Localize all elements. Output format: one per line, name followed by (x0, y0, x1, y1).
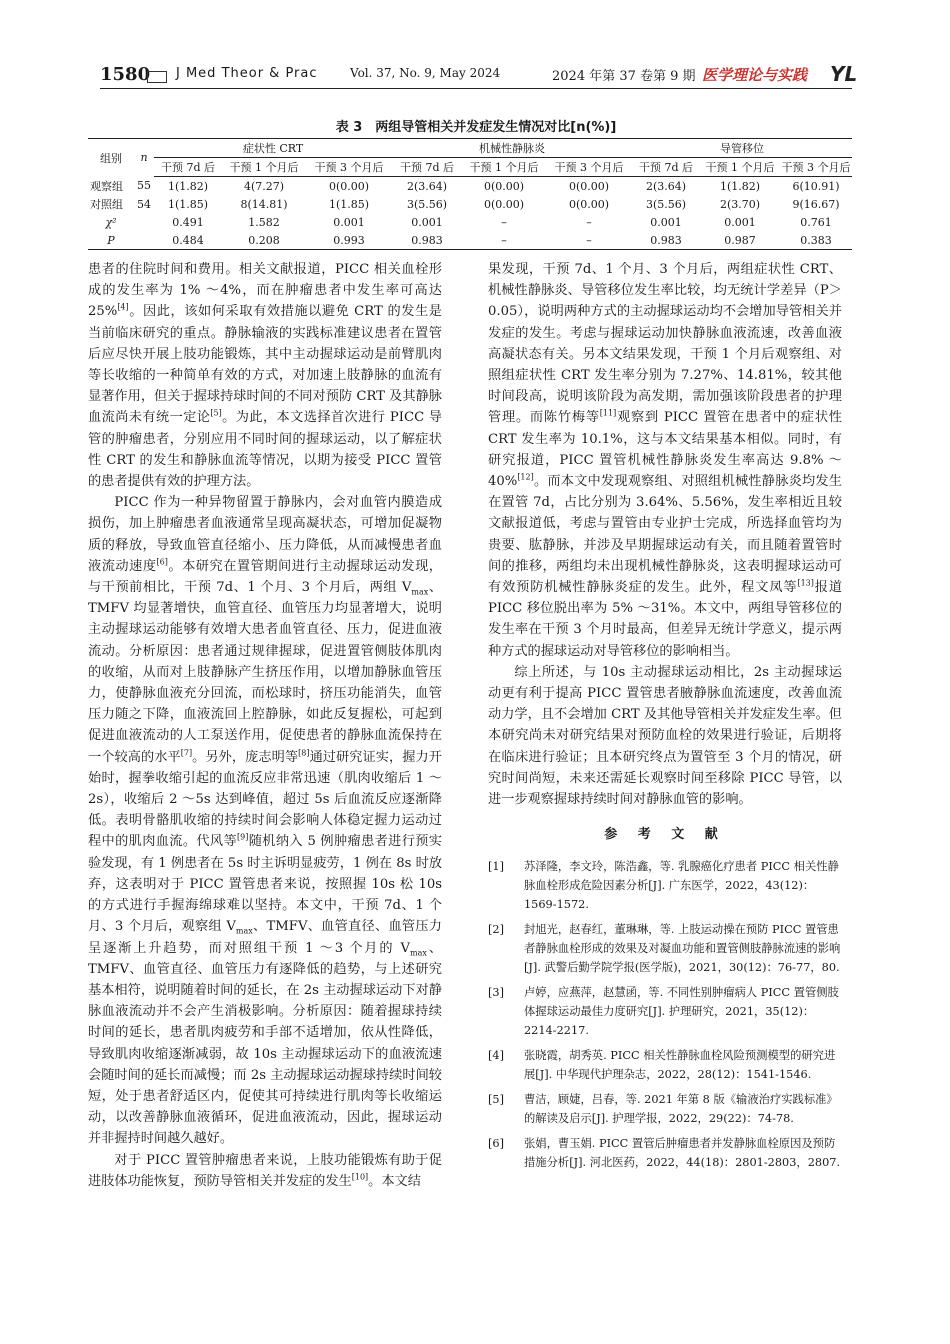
table-cell: 0(0.00) (568, 197, 610, 211)
reference-number: [3] (488, 986, 505, 1000)
table-cell: 1(1.85) (167, 197, 209, 211)
table-cell: – (586, 215, 592, 229)
group-header: 导管移位 (632, 139, 852, 158)
group-header: 机械性静脉炎 (392, 139, 632, 158)
text-run: 通过研究证实，握力开始时，握拳收缩引起的血流反应非常迅速（肌肉收缩后 1 ～2s），收缩后 2 ～5s 达到峰值，超过 5s 后血流反应逐渐降低。表明骨骼肌收缩的持续时间会影响人体稳定握力运动过程中的肌肉血流。代风等 (88, 749, 442, 850)
text-run: 患者的住院时间和费用。相关文献报道，PICC 相关血栓形成的发生率为 1% ～4%，而在肿瘤患者中发生率可高达 25% (88, 262, 442, 320)
table-cell: 0(0.00) (483, 179, 525, 193)
group-col-header: 组别 (88, 139, 134, 177)
reference-number: [5] (488, 1093, 505, 1107)
right-column (488, 259, 842, 1178)
table-group-header (88, 139, 852, 158)
table-cell: 0.983 (392, 231, 462, 250)
citation: [7] (180, 748, 193, 758)
table-cell: 0.484 (154, 231, 222, 250)
table-cell: 1.582 (248, 215, 280, 229)
table-cell: 0.001 (411, 215, 443, 229)
reference-item (488, 857, 842, 914)
text-run: 。因此，该如何采取有效措施以避免 CRT 的发生是当前临床研究的重点。静脉输液的实践标准建议患者在置管后应尽快开展上肢功能锻炼，其中主动握球运动是前臂肌肉等长收缩的一种简单有效的方式，对加速上肢静脉的血流有显著作用，但关于握球持球时间的不同对预防 CRT 及其静脉血流尚未有统一定论 (88, 304, 442, 426)
table-cell: 1(1.85) (328, 197, 370, 211)
table-cell: 8(14.81) (240, 197, 288, 211)
period-header: 干预 7d 后 (392, 158, 462, 177)
row-label: 对照组 (90, 198, 123, 211)
table-cell: 0.761 (800, 215, 832, 229)
text-run: 。本研究在置管期间进行主动握球运动发现，与干预前相比，干预 7d、1 个月、3 个月后，两组 V (88, 558, 442, 596)
period-header: 干预 3 个月后 (306, 158, 392, 177)
table-cell: 0.208 (222, 231, 306, 250)
paragraph (88, 1150, 442, 1192)
paragraph: 综上所述，与 10s 主动握球运动相比，2s 主动握球运动更有利于提高 PICC 置管患者腋静脉血流速度，改善血流动力学，且不会增加 CRT 及其他导管相关并发症发生率。但本研究尚未对研究结果对预防血栓的效果进行验证，后期将在临床进行验证；且本研究终点为置管至 3 个月的情况，研究时间尚短，未来还需延长观察时间至移除 PICC 导管，以进一步观察握球持续时间对静脉血管的影响。 (488, 664, 842, 808)
table-row (88, 195, 852, 213)
table-cell: 0.001 (333, 215, 365, 229)
citation: [10] (351, 1172, 369, 1182)
text-run: 果发现，干预 7d、1 个月、3 个月后，两组症状性 CRT、机械性静脉炎、导管移位发生率比较，均无统计学差异（P＞0.05），说明两种方式的主动握球运动均不会增加导管相关并发症的发生。考虑与握球运动加快静脉血液流速，改善血液高凝状态有关。另本文结果发现，干预 1 个月后观察组、对照组症状性 CRT 发生率分别为 7.27%、14.81%，较其他时间段高，说明该阶段为高发期，需加强该阶段患者的护理管理。而陈竹梅等 (488, 262, 842, 426)
table-cell: 0.983 (632, 231, 700, 250)
row-n (134, 213, 154, 231)
row-n: 55 (137, 179, 151, 193)
left-column (88, 259, 442, 1192)
reference-number: [1] (488, 860, 505, 874)
table-cell: 0.001 (724, 215, 756, 229)
text-run: 、TMFV 均显著增快，血管直径、血管压力均显著增大，说明主动握球运动能够有效增大患者血管直径、压力，促进血液流动。分析原因：患者通过规律握球，促进置管侧肢体肌肉的收缩，从而对上肢静脉产生挤压作用，以增加静脉血管压力，使静脉血液充分回流，而松球时，挤压功能消失，血管压力随之下降，血液流回上腔静脉，如此反复握松，可起到促进血液流动的人工泵送作用，促使患者的静脉血流保持在一个较高的水平 (88, 580, 443, 765)
table-cell: – (462, 231, 546, 250)
journal-abbrev: J Med Theor & Prac (176, 66, 318, 81)
table-cell: 0(0.00) (483, 197, 525, 211)
citation: [9] (237, 833, 249, 843)
n-col-header: n (134, 139, 154, 177)
references-heading: 参 考 文 献 (604, 827, 726, 843)
text-run: PICC 作为一种异物留置于静脉内，会对血管内膜造成损伤，加上肿瘤患者血液通常呈现高凝状态，可增加促凝物质的释放，导致血管直径缩小、压力降低，从而减慢患者血液流动速度 (88, 495, 442, 574)
paragraph (488, 259, 842, 662)
table-cell: 2(3.64) (645, 179, 687, 193)
table-cell: 0.383 (780, 231, 852, 250)
journal-brand: 医学理论与实践 (702, 66, 808, 84)
table-cell: 4(7.27) (243, 179, 285, 193)
row-n: 54 (137, 197, 151, 211)
text-run: 。为此，本文选择首次进行 PICC 导管的肿瘤患者，分别应用不同时间的握球运动，以了解症状性 CRT 的发生和静脉血流等情况，以期为接受 PICC 置管的患者提供有效的护理方法。 (88, 410, 442, 490)
period-header: 干预 1 个月后 (462, 158, 546, 177)
subscript: max (410, 948, 427, 958)
text-run: 。另外，庞志明等 (192, 749, 299, 765)
reference-number: [2] (488, 923, 505, 937)
citation: [12] (517, 472, 534, 482)
citation: [6] (156, 557, 168, 567)
period-header: 干预 7d 后 (154, 158, 222, 177)
reference-item (488, 920, 842, 977)
row-label: 观察组 (90, 179, 123, 193)
group-header: 症状性 CRT (154, 139, 392, 158)
text-run: 、TMFV、血管直径、血管压力有逐降低的趋势，与上述研究基本相符，说明随着时间的延长，在 2s 主动握球运动下对静脉血液流动并不会产生消极影响。分析原因：随着握球持续时间的延长，患者肌肉疲劳和手部不适增加，依从性降低，导致肌肉收缩逐渐减弱，故 10s 主动握球运动下的血液流速会随时间的延长而减慢；而 2s 主动握球运动握球持续时间较短，处于患者舒适区内，促使其可持续进行肌肉等长收缩运动，以改善静脉血液循环，促进血液流动，因此，握球运动并非握持时间越久越好。 (88, 940, 442, 1147)
reference-number: [6] (488, 1137, 505, 1151)
citation: [8] (298, 748, 310, 758)
table-row (88, 213, 852, 231)
running-header (100, 62, 858, 86)
journal-logo-icon: YL (830, 62, 858, 86)
paragraph (88, 492, 442, 1149)
table-cell: 0.993 (306, 231, 392, 250)
issue-info-cn: 2024 年第 37 卷第 9 期 (552, 69, 696, 84)
reference-text: 苏泽隆，李文玲，陈浩鑫，等. 乳腺癌化疗患者 PICC 相关性静脉血栓形成危险因素分析[J]. 广东医学，2022，43(12)：1569-1572. (524, 860, 839, 912)
text-run: 。本文结 (368, 1173, 421, 1189)
reference-text: 卢婷，应燕萍，赵慧函，等. 不同性别肿瘤病人 PICC 置管侧肢体握球运动最佳力度研究[J]. 护理研究，2021，35(12)：2214-2217. (524, 986, 839, 1038)
table-cell: 1(1.82) (719, 179, 761, 193)
table-cell: 0(0.00) (568, 179, 610, 193)
table-cell: 0.001 (650, 215, 682, 229)
period-header: 干预 3 个月后 (780, 158, 852, 177)
reference-number: [4] (488, 1049, 505, 1063)
table-row (88, 231, 852, 250)
text-run: 。而本文中发现观察组、对照组机械性静脉炎均发生在置管 7d，占比分别为 3.64%、5.56%，发生率相近且较文献报道低，考虑与置管由专业护士完成，所选择血管均为贵要、肱静脉，并涉及早期握球运动有关，而且随着置管时间的推移，两组均未出现机械性静脉炎，这表明握球运动可有效预防机械性静脉炎症的发生。此外，程文凤等 (488, 474, 842, 596)
text-run: 观察到 PICC 置管在患者中的症状性 CRT 发生率为 10.1%，这与本文结果基本相似。同时，有研究报道，PICC 置管机械性静脉炎发生率高达 9.8% ～40% (488, 410, 842, 490)
period-header: 干预 1 个月后 (222, 158, 306, 177)
table-caption: 表 3 两组导管相关并发症发生情况对比[n(%)] (335, 120, 617, 135)
table-period-header (88, 158, 852, 177)
table-cell: 0.987 (700, 231, 780, 250)
header-box-icon (147, 71, 167, 83)
complications-table (88, 138, 852, 250)
subscript: max (235, 926, 253, 936)
text-run: 对于 PICC 置管肿瘤患者来说，上肢功能锻炼有助于促进肢体功能恢复，预防导管相关并发症的发生 (88, 1152, 442, 1189)
text-run: 随机纳入 5 例肿瘤患者进行预实验发现，有 1 例患者在 5s 时主诉明显疲劳，1 例在 8s 时放弃，这表明对于 PICC 置管患者来说，按照握 10s 松 10s 的方式进行手握海绵球难以坚持。本文中，干预 7d、1 个月、3 个月后，观察组 V (88, 834, 442, 935)
paragraph (88, 259, 442, 492)
period-header: 干预 7d 后 (632, 158, 700, 177)
reference-text: 张娟，曹玉娟. PICC 置管后肿瘤患者并发静脉血栓原因及预防措施分析[J]. 河北医药，2022，44(18)：2801-2803，2807. (524, 1137, 841, 1170)
volume-info: Vol. 37, No. 9, May 2024 (350, 66, 501, 80)
table-cell: 3(5.56) (645, 197, 687, 211)
reference-text: 张晓霞，胡秀英. PICC 相关性静脉血栓风险预测模型的研究进展[J]. 中华现代护理杂志，2022，28(12)：1541-1546. (524, 1049, 836, 1082)
text-run: 、TMFV、血管直径、血管压力呈逐渐上升趋势，而对照组干预 1 ～3 个月的 V (88, 919, 442, 956)
reference-text: 曹洁，顾婕，吕春，等. 2021 年第 8 版《输液治疗实践标准》的解读及启示[J]. 护理学报，2022，29(22)：74-78. (524, 1093, 838, 1126)
reference-text: 封旭光，赵春红，董琳琳，等. 上肢运动操在预防 PICC 置管患者静脉血栓形成的效果及对凝血功能和置管侧肢静脉流速的影响[J]. 武警后勤学院学报(医学版)，2021，30(12)：76-77，80. (524, 923, 841, 975)
table-cell: 6(10.91) (792, 179, 840, 193)
table-cell: 9(16.67) (792, 197, 840, 211)
citation: [13] (797, 578, 814, 588)
row-n (134, 231, 154, 250)
subscript: max (411, 587, 429, 597)
reference-item (488, 1134, 842, 1172)
row-label: P (88, 231, 134, 250)
citation: [5] (210, 409, 222, 419)
table-cell: 1(1.82) (167, 179, 209, 193)
table-cell: 2(3.70) (719, 197, 761, 211)
period-header: 干预 1 个月后 (700, 158, 780, 177)
table-cell: – (546, 231, 632, 250)
table-cell: 0.491 (172, 215, 204, 229)
reference-item (488, 1090, 842, 1128)
header-rule (100, 88, 852, 89)
period-header: 干预 3 个月后 (546, 158, 632, 177)
table-cell: – (501, 215, 507, 229)
table-row (88, 177, 852, 196)
row-label: χ² (105, 215, 117, 229)
citation: [11] (599, 409, 617, 419)
page-number: 1580 (100, 64, 151, 85)
table-cell: 0(0.00) (328, 179, 370, 193)
table-cell: 3(5.56) (406, 197, 448, 211)
table-cell: 2(3.64) (406, 179, 448, 193)
text-run: 报道 PICC 移位脱出率为 5% ～31%。本文中，两组导管移位的发生率在干预 3 个月时最高，但差异无统计学意义，提示两种方式的握球运动对导管移位的影响相当。 (488, 580, 843, 659)
reference-item (488, 1046, 842, 1084)
citation: [4] (117, 303, 129, 313)
reference-item (488, 983, 842, 1040)
